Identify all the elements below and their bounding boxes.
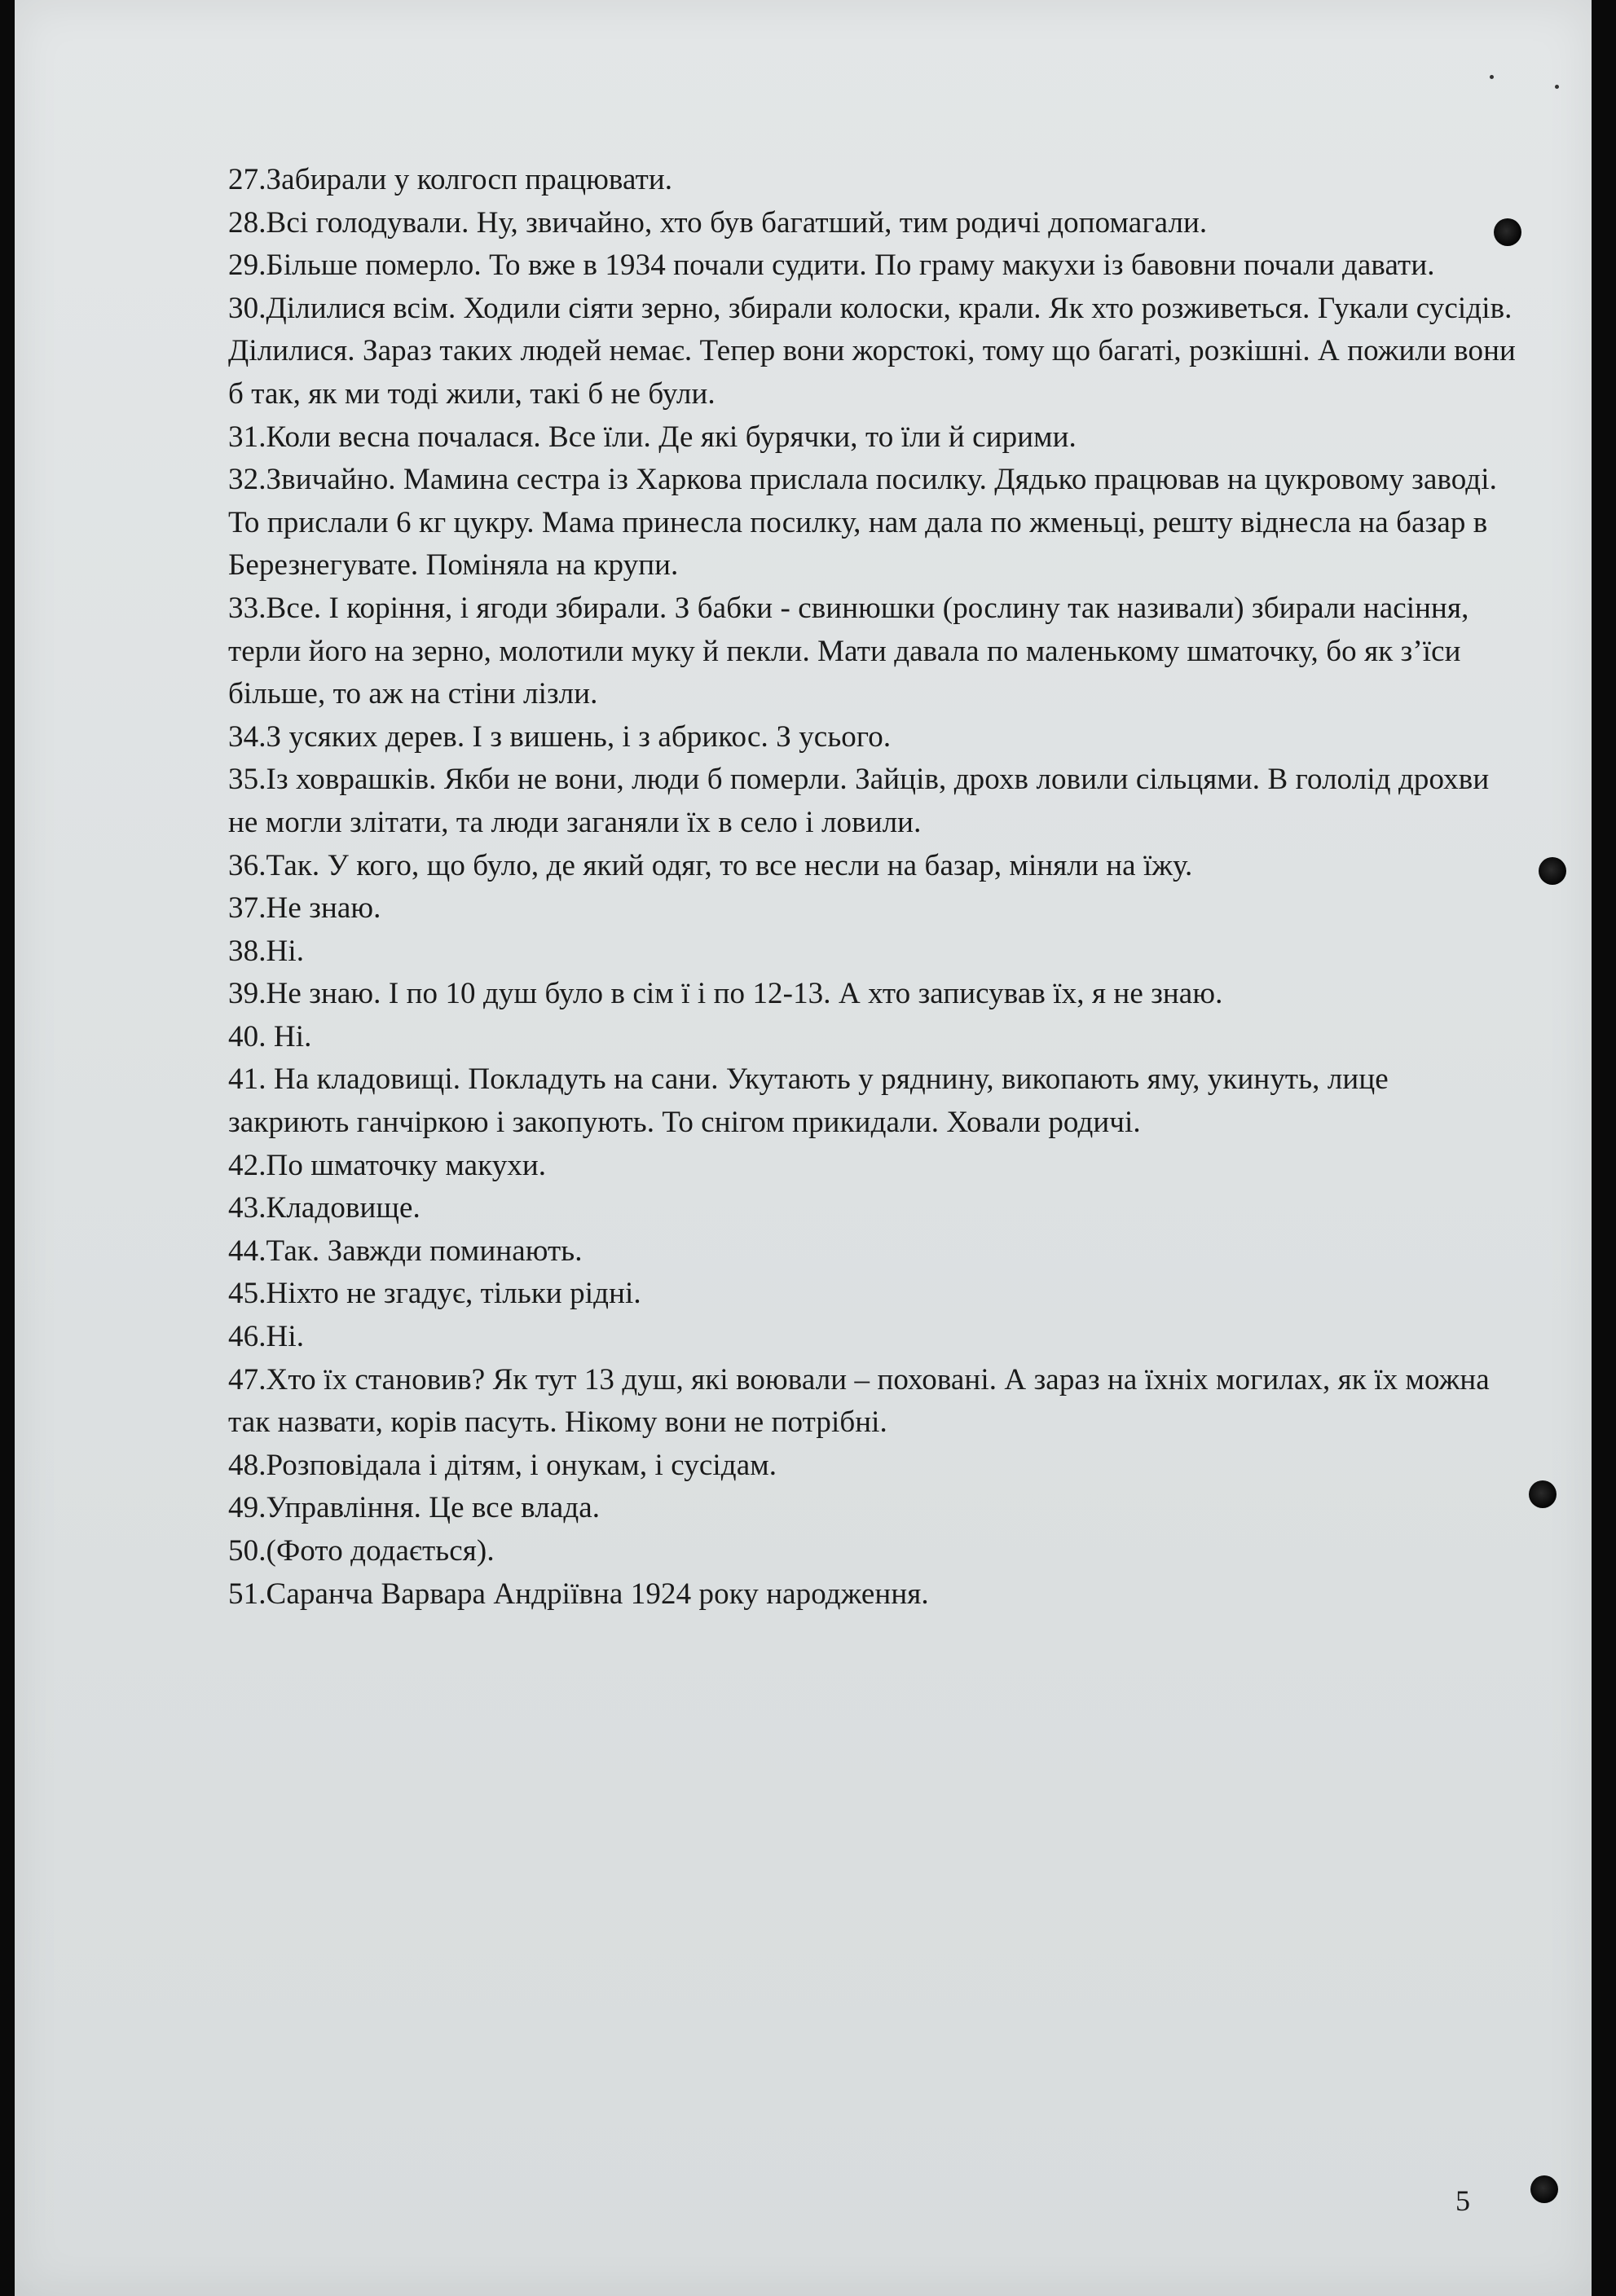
answer-42: 42.По шматочку макухи. <box>228 1148 547 1182</box>
answer-41: 41. На кладовищі. Покладуть на сани. Укутають у ряднину, викопають яму, укинуть, лице закриють ганчіркою і закопують. То снігом прикидали. Ховали родичі. <box>228 1062 1389 1140</box>
document-page <box>15 0 1592 2296</box>
answer-27: 27.Забирали у колгосп працювати. <box>228 163 673 196</box>
answer-28: 28.Всі голодували. Ну, звичайно, хто був багатший, тим родичі допомагали. <box>228 205 1208 240</box>
answer-46: 46.Ні. <box>228 1320 305 1354</box>
answer-40: 40. Ні. <box>228 1019 312 1053</box>
answer-43: 43.Кладовище. <box>228 1191 421 1225</box>
scan-edge <box>1592 0 1616 2296</box>
answer-47: 47.Хто їх становив? Як тут 13 душ, які воювали – поховані. А зараз на їхніх могилах, як їх можна так назвати, корів пасуть. Нікому вони не потрібні. <box>228 1362 1490 1440</box>
answer-31: 31.Коли весна почалася. Все їли. Де які бурячки, то їли й сирими. <box>228 420 1077 454</box>
answer-36: 36.Так. У кого, що було, де який одяг, то все несли на базар, міняли на їжу. <box>228 848 1193 882</box>
scan-speck <box>1490 75 1494 79</box>
answer-49: 49.Управління. Це все влада. <box>228 1491 601 1525</box>
answer-37: 37.Не знаю. <box>228 891 381 926</box>
punch-hole-4 <box>1530 2175 1558 2203</box>
interview-answers <box>228 159 1516 1616</box>
punch-hole-1 <box>1494 218 1521 246</box>
answer-44: 44.Так. Завжди поминають. <box>228 1234 583 1268</box>
punch-hole-3 <box>1529 1480 1557 1508</box>
answer-50: 50.(Фото додається). <box>228 1534 495 1568</box>
answer-33: 33.Все. І коріння, і ягоди збирали. З бабки - свинюшки (рослину так називали) збирали насіння, терли його на зерно, молотили муку й пекли. Мати давала по маленькому шматочку, бо як з’їси більше, то аж на стіни лізли. <box>228 591 1469 711</box>
answer-30: 30.Ділилися всім. Ходили сіяти зерно, збирали колоски, крали. Як хто розживеться. Гукали сусідів. Ділилися. Зараз таких людей немає. Тепер вони жорстокі, тому що багаті, розкішні. А пожили вони б так, як ми тоді жили, такі б не були. <box>228 291 1516 411</box>
answer-45: 45.Ніхто не згадує, тільки рідні. <box>228 1277 641 1311</box>
answer-51: 51.Саранча Варвара Андріївна 1924 року народження. <box>228 1577 929 1611</box>
punch-hole-2 <box>1539 857 1566 885</box>
answer-39: 39.Не знаю. І по 10 душ було в сім ї і по 12-13. А хто записував їх, я не знаю. <box>228 977 1223 1011</box>
answer-29: 29.Більше померло. То вже в 1934 почали судити. По граму макухи із бавовни почали давати. <box>228 249 1435 283</box>
answer-34: 34.З усяких дерев. І з вишень, і з абрикос. З усього. <box>228 719 892 754</box>
answer-32: 32.Звичайно. Мамина сестра із Харкова прислала посилку. Дядько працював на цукровому заводі. То прислали 6 кг цукру. Мама принесла посилку, нам дала по жменьці, решту віднесла на базар в Березнегувате. Поміняла на крупи. <box>228 463 1497 583</box>
answer-48: 48.Розповідала і дітям, і онукам, і сусідам. <box>228 1448 777 1482</box>
page-number: 5 <box>1455 2184 1470 2217</box>
answer-35: 35.Із ховрашків. Якби не вони, люди б померли. Зайців, дрохв ловили сільцями. В гололід дрохви не могли злітати, та люди заганяли їх в село і ловили. <box>228 763 1490 839</box>
answer-38: 38.Ні. <box>228 934 305 968</box>
scan-speck <box>1555 85 1559 89</box>
